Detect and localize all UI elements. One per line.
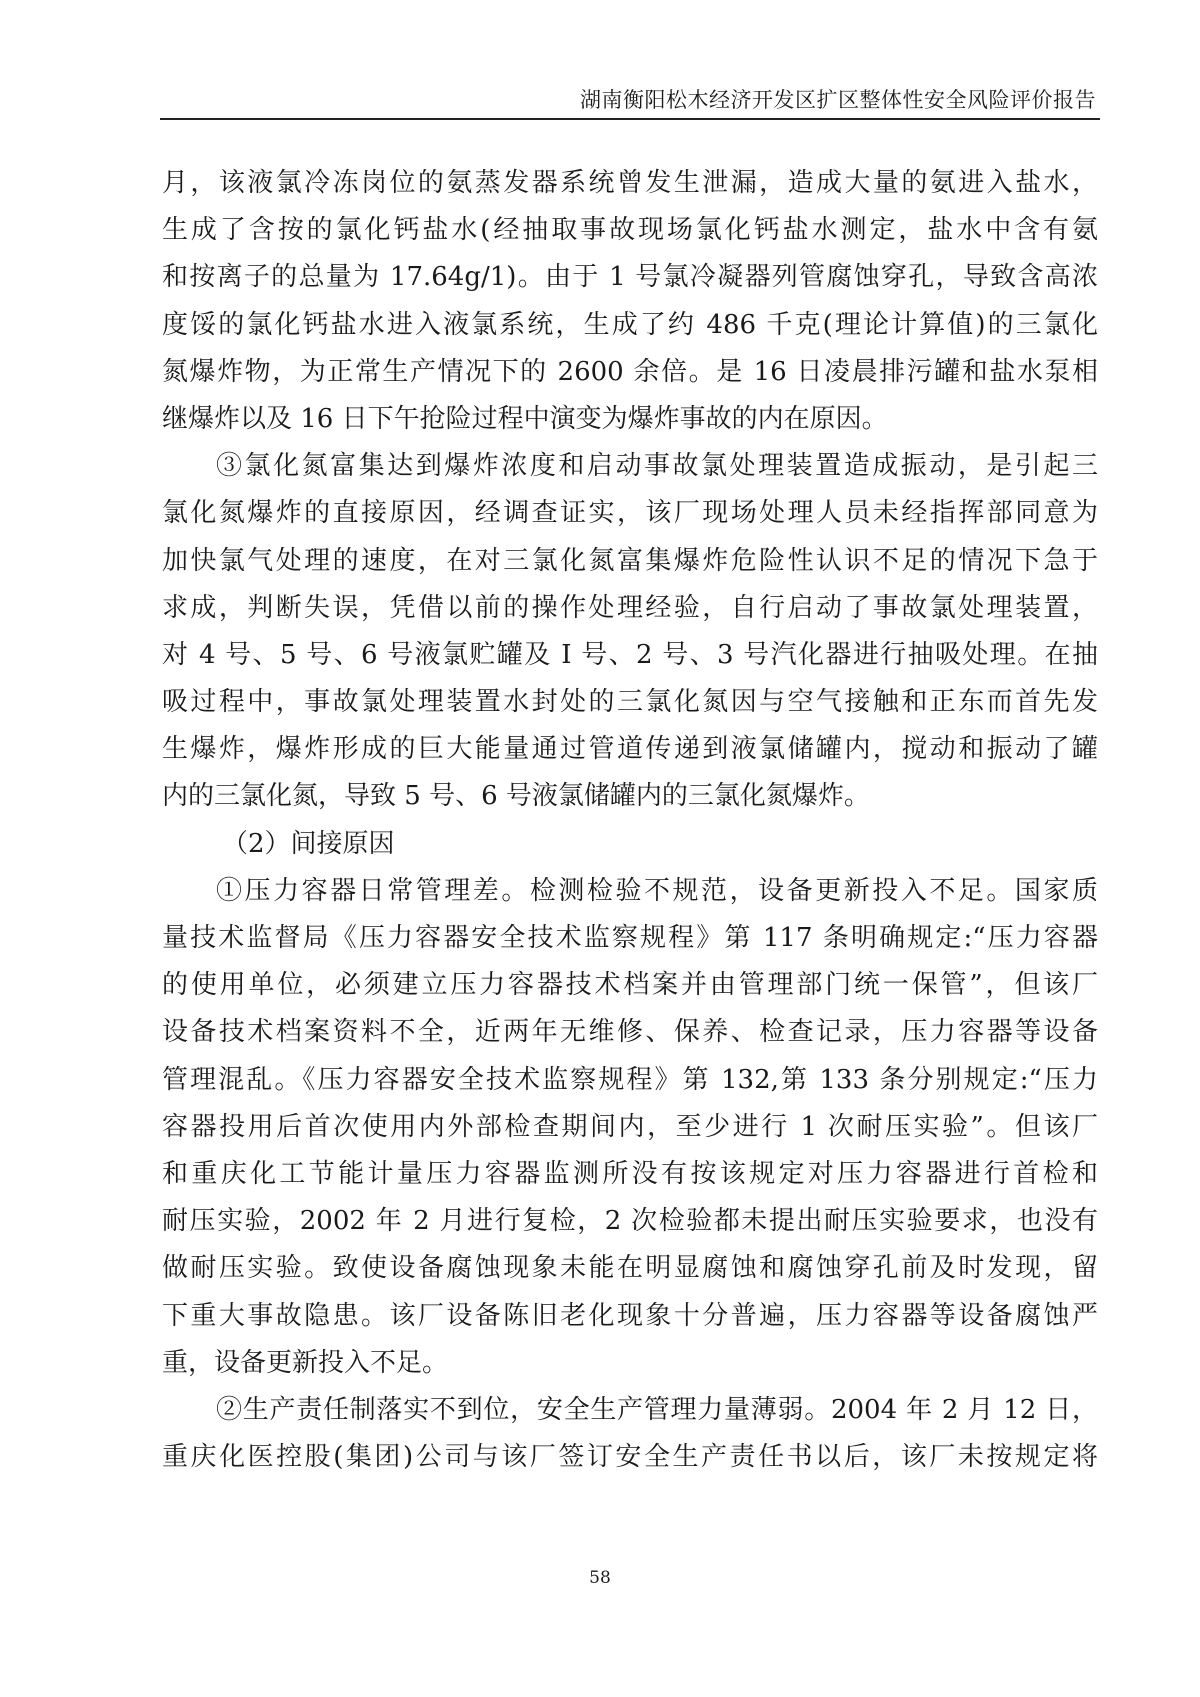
text-line: 下重大事故隐患。该厂设备陈旧老化现象十分普遍，压力容器等设备腐蚀严 [162,1300,1098,1331]
text-line: 和按离子的总量为 17.64g/1)。由于 1 号氯冷凝器列管腐蚀穿孔，导致含高浓 [162,262,1098,293]
text-line: 继爆炸以及 16 日下午抢险过程中演变为爆炸事故的内在原因。 [162,403,888,434]
text-line: 求成，判断失误，凭借以前的操作处理经验，自行启动了事故氯处理装置， [162,592,1098,623]
text-line: 做耐压实验。致使设备腐蚀现象未能在明显腐蚀和腐蚀穿孔前及时发现，留 [162,1253,1098,1284]
text-line: 度馁的氯化钙盐水进入液氯系统，生成了约 486 千克(理论计算值)的三氯化 [162,309,1098,340]
text-line: 量技术监督局《压力容器安全技术监察规程》第 117 条明确规定:“压力容器 [162,923,1098,953]
text-line: 和重庆化工节能计量压力容器监测所没有按该规定对压力容器进行首检和 [162,1158,1098,1189]
text-line: 生爆炸，爆炸形成的巨大能量通过管道传递到液氯储罐内，搅动和振动了罐 [162,734,1098,765]
report-title: 湖南衡阳松木经济开发区扩区整体性安全风险评价报告 [580,88,1096,112]
text-line: 氯化氮爆炸的直接原因，经调查证实，该厂现场处理人员未经指挥部同意为 [162,498,1098,529]
text-line: 设备技术档案资料不全，近两年无维修、保养、检查记录，压力容器等设备 [162,1017,1098,1048]
text-line: ②生产责任制落实不到位，安全生产管理力量薄弱。2004 年 2 月 12 日， [216,1394,1098,1425]
text-line: 加快氯气处理的速度，在对三氯化氮富集爆炸危险性认识不足的情况下急于 [162,545,1098,576]
page-number: 58 [589,1568,611,1588]
text-line: 吸过程中，事故氯处理装置水封处的三氯化氮因与空气接触和正东而首先发 [162,687,1098,718]
text-line: （2）间接原因 [222,828,395,859]
running-header [160,80,1100,120]
text-line: 重，设备更新投入不足。 [162,1347,449,1378]
text-line: ①压力容器日常管理差。检测检验不规范，设备更新投入不足。国家质 [216,875,1098,906]
text-line: 容器投用后首次使用内外部检查期间内，至少进行 1 次耐压实验”。但该厂 [162,1111,1098,1142]
text-line: 氮爆炸物，为正常生产情况下的 2600 余倍。是 16 日凌晨排污罐和盐水泵相 [162,356,1098,387]
text-line: 管理混乱。《压力容器安全技术监察规程》第 132,第 133 条分别规定:“压力 [162,1064,1098,1095]
text-line: 重庆化医控股(集团)公司与该厂签订安全生产责任书以后，该厂未按规定将 [162,1442,1098,1473]
body-text [162,160,1098,1481]
text-line: 耐压实验，2002 年 2 月进行复检，2 次检验都未提出耐压实验要求，也没有 [162,1206,1098,1237]
text-line: 内的三氯化氮，导致 5 号、6 号液氯储罐内的三氯化氮爆炸。 [162,781,870,812]
text-line: 生成了含按的氯化钙盐水(经抽取事故现场氯化钙盐水测定，盐水中含有氨 [162,215,1098,246]
text-line: 对 4 号、5 号、6 号液氯贮罐及 I 号、2 号、3 号汽化器进行抽吸处理。在抽 [162,639,1098,670]
text-line: ③氯化氮富集达到爆炸浓度和启动事故氯处理装置造成振动，是引起三 [216,451,1098,482]
text-line: 月，该液氯冷冻岗位的氨蒸发器系统曾发生泄漏，造成大量的氨进入盐水， [162,168,1098,198]
text-line: 的使用单位，必须建立压力容器技术档案并由管理部门统一保管”，但该厂 [162,970,1098,1001]
